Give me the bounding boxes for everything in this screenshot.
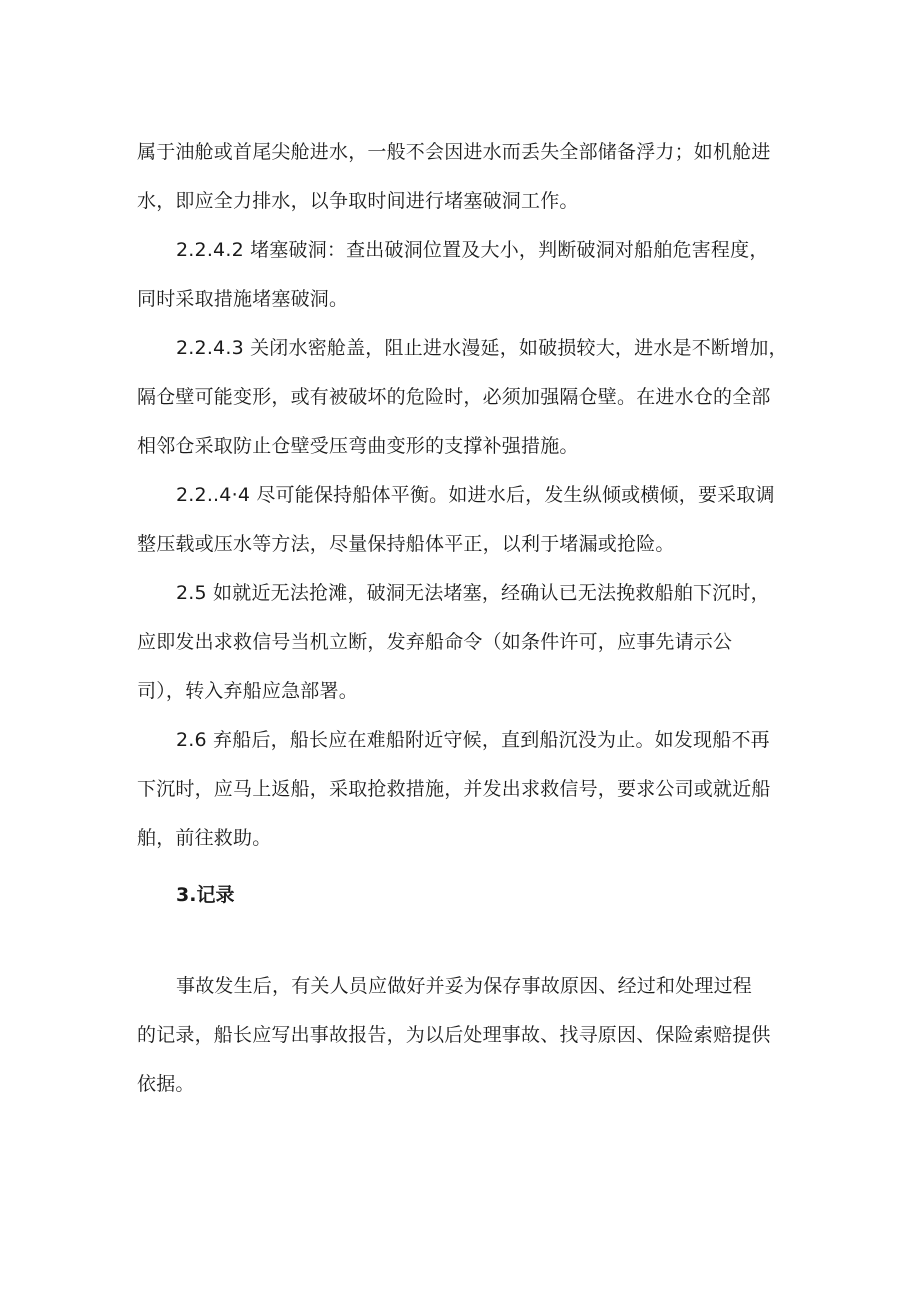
paragraph-line: 2.2.4.3 关闭水密舱盖，阻止进水漫延，如破损较大，进水是不断增加，: [176, 337, 788, 359]
paragraph-line: 属于油舱或首尾尖舱进水，一般不会因进水而丢失全部储备浮力；如机舱进: [137, 141, 771, 163]
paragraph-line: 司），转入弃船应急部署。: [137, 680, 358, 702]
paragraph-line: 舶，前往救助。: [137, 827, 272, 849]
paragraph-line: 应即发出求救信号当机立断，发弃船命令（如条件许可，应事先请示公: [137, 631, 733, 653]
paragraph-line: 事故发生后，有关人员应做好并妥为保存事故原因、经过和处理过程: [176, 975, 753, 997]
paragraph-line: 的记录，船长应写出事故报告，为以后处理事故、找寻原因、保险索赔提供: [137, 1024, 771, 1046]
paragraph-line: 2.6 弃船后，船长应在难船附近守候，直到船沉没为止。如发现船不再: [176, 729, 770, 751]
paragraph-line: 依据。: [137, 1073, 195, 1095]
paragraph-line: 同时采取措施堵塞破洞。: [137, 288, 349, 310]
section-heading: 3.记录: [176, 884, 235, 906]
paragraph-line: 下沉时，应马上返船，采取抢救措施，并发出求救信号，要求公司或就近船: [137, 778, 771, 800]
paragraph-line: 2.2.4.2 堵塞破洞：查出破洞位置及大小，判断破洞对船舶危害程度，: [176, 239, 769, 261]
paragraph-line: 水，即应全力排水，以争取时间进行堵塞破洞工作。: [137, 190, 579, 212]
paragraph-line: 2.2..4·4 尽可能保持船体平衡。如进水后，发生纵倾或横倾，要采取调: [176, 484, 775, 506]
paragraph-line: 相邻仓采取防止仓壁受压弯曲变形的支撑补强措施。: [137, 435, 579, 457]
paragraph-line: 整压载或压水等方法，尽量保持船体平正，以利于堵漏或抢险。: [137, 533, 675, 555]
paragraph-line: 2.5 如就近无法抢滩，破洞无法堵塞，经确认已无法挽救船舶下沉时，: [176, 582, 770, 604]
paragraph-line: 隔仓壁可能变形，或有被破坏的危险时，必须加强隔仓壁。在进水仓的全部: [137, 386, 771, 408]
